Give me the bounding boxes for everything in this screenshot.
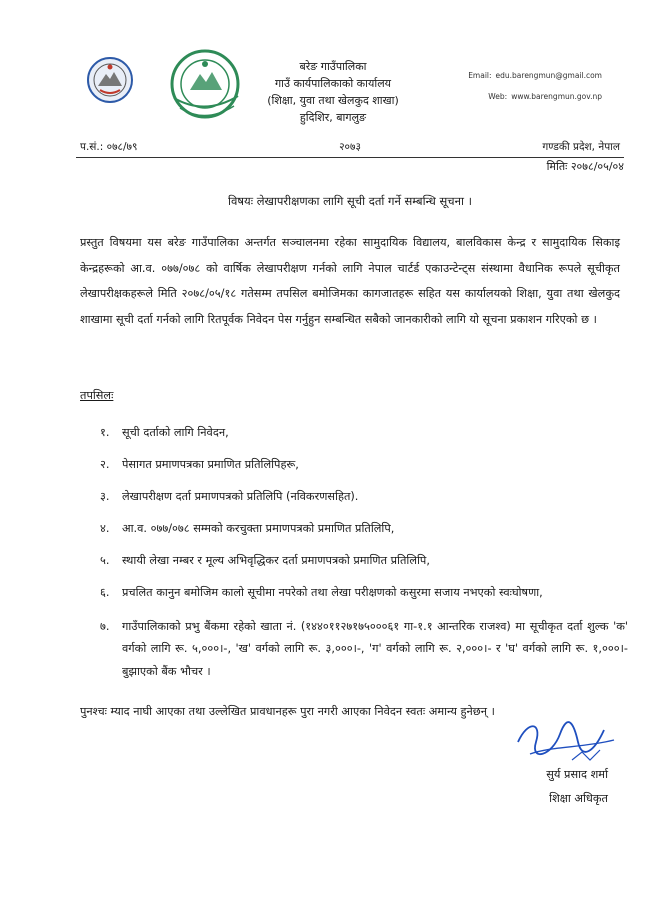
list-item	[80, 582, 628, 605]
header-divider	[76, 157, 624, 158]
intro-paragraph: प्रस्तुत विषयमा यस बरेङ गाउँपालिका अन्तर्गत सञ्चालनमा रहेका सामुदायिक विद्यालय, बालविकास केन्द्र र सामुदायिक सिकाइ केन्द्रहरूको आ.व. ०७७/०७८ को वार्षिक लेखापरीक्षण गर्नको लागि नेपाल चार्टर्ड एकाउन्टेन्ट्स संस्थामा वैधानिक रूपले सूचीकृत लेखापरीक्षकहरूले मिति २०७८/०५/१८ गतेसम्म तपसिल बमोजिमका कागजातहरू सहित यस कार्यालयको शिक्षा, युवा तथा खेलकुद शाखामा सूची दर्ता गर्नको लागि रितपूर्वक निवेदन पेस गर्नुहुन सम्बन्धित सबैको जानकारीको लागि यो सूचना प्रकाशन गरिएको छ ।	[80, 236, 620, 326]
established-year: २०७३	[339, 141, 361, 153]
item-text: प्रचलित कानुन बमोजिम कालो सूचीमा नपरेको तथा लेखा परीक्षणको कसुरमा सजाय नभएको स्वःघोषणा,	[122, 586, 543, 599]
signature-mark	[512, 712, 620, 768]
item-text: आ.व. ०७७/०७८ सम्मको करचुक्ता प्रमाणपत्रको प्रमाणित प्रतिलिपि,	[122, 522, 395, 535]
email-value[interactable]: edu.barengmun@gmail.com	[495, 71, 602, 80]
item-text: लेखापरीक्षण दर्ता प्रमाणपत्रको प्रतिलिपि (नविकरणसहित).	[122, 490, 359, 503]
item-number: १.	[100, 426, 110, 439]
email-line	[452, 65, 602, 86]
org-line-name: बरेङ गाउँपालिका	[299, 60, 367, 73]
org-line-section: (शिक्षा, युवा तथा खेलकुद शाखा)	[267, 94, 399, 107]
requirements-list	[80, 422, 628, 694]
item-text: गाउँपालिकाको प्रभु बैंकमा रहेको खाता नं. (१४४०११२७१७५०००६१ गा-१.१ आन्तरिक राजश्व) मा सूचीकृत दर्ता शुल्क 'क' वर्गको लागि रू. ५,०००।-, 'ख' वर्गको लागि रू. ३,०००।-, 'ग' वर्गको लागि रू. २,०००।- र 'घ' वर्गको लागि रू. १,०००।- बुझाएको बैंक भौचर ।	[122, 619, 628, 678]
item-number: ६.	[100, 586, 110, 599]
municipality-seal-logo	[160, 46, 250, 128]
organization-header	[240, 58, 426, 126]
item-number: ५.	[100, 554, 110, 567]
list-item	[80, 616, 628, 684]
email-label: Email:	[468, 71, 492, 80]
item-text: पेसागत प्रमाणपत्रका प्रमाणित प्रतिलिपिहरू,	[122, 458, 299, 471]
item-number: ७.	[100, 619, 110, 633]
reference-number: प.सं.: ०७८/७९	[80, 141, 138, 153]
nepal-emblem-logo	[86, 56, 134, 104]
list-item	[80, 454, 628, 475]
web-label: Web:	[488, 92, 508, 101]
notice-date: मितिः २०७८/०५/०४	[546, 160, 624, 173]
item-number: ४.	[100, 522, 110, 535]
signatory-name: सुर्य प्रसाद शर्मा	[546, 768, 608, 781]
item-number: २.	[100, 458, 110, 471]
list-item	[80, 518, 628, 539]
item-text: सूची दर्ताको लागि निवेदन,	[122, 426, 229, 439]
web-line	[452, 86, 602, 107]
list-item	[80, 486, 628, 507]
org-line-address: हुदिशिर, बागलुङ	[299, 111, 367, 124]
notice-subject: विषयः लेखापरीक्षणका लागि सूची दर्ता गर्ने सम्बन्धि सूचना ।	[228, 194, 472, 208]
signatory-block	[468, 763, 608, 811]
reference-row	[80, 140, 620, 158]
province-name: गण्डकी प्रदेश, नेपाल	[542, 141, 620, 153]
list-item	[80, 550, 628, 571]
postscript-note: पुनश्चः म्याद नाघी आएका तथा उल्लेखित प्रावधानहरू पुरा नगरी आएका निवेदन स्वतः अमान्य हुनेछन् ।	[80, 705, 495, 718]
web-value[interactable]: www.barengmun.gov.np	[511, 92, 602, 101]
signatory-title: शिक्षा अधिकृत	[549, 792, 608, 805]
details-heading: तपसिलः	[80, 389, 114, 402]
item-text: स्थायी लेखा नम्बर र मूल्य अभिवृद्धिकर दर्ता प्रमाणपत्रको प्रमाणित प्रतिलिपि,	[122, 554, 430, 567]
org-line-office: गाउँ कार्यपालिकाको कार्यालय	[274, 77, 392, 90]
item-number: ३.	[100, 490, 110, 503]
list-item	[80, 422, 628, 443]
contact-info	[452, 65, 602, 107]
